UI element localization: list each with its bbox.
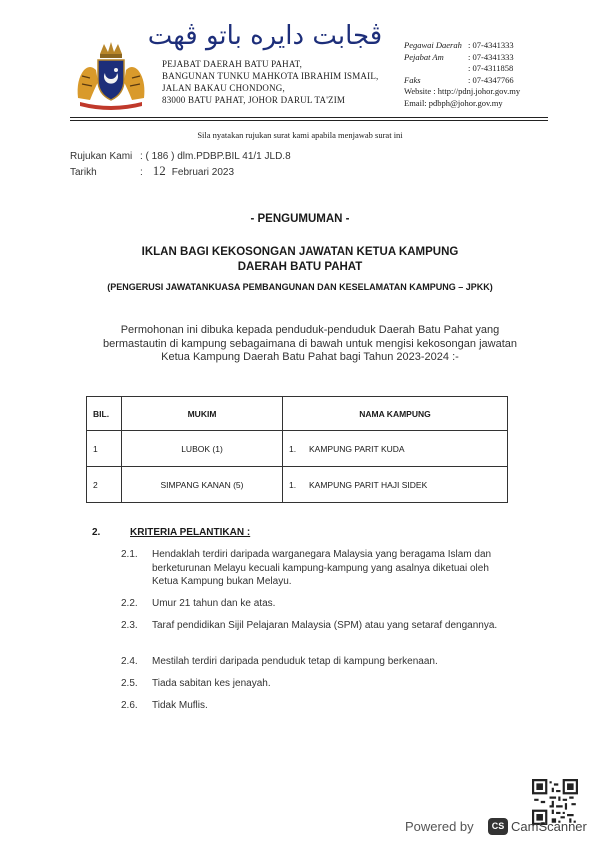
intro-paragraph: Permohonan ini dibuka kepada penduduk-penduduk Daerah Batu Pahat yang bermastautin di kampung sebagaimana di bawah untuk mengisi kekosongan jawatan Ketua Kampung Daerah Batu Pahat bagi Tahun 2023-2024 :- xyxy=(103,324,517,363)
table-header-row xyxy=(87,397,508,431)
table-row xyxy=(87,431,508,467)
reference-notice: Sila nyatakan rujukan surat kami apabila menjawab surat ini xyxy=(197,130,403,140)
cell-bil: 1 xyxy=(87,431,122,467)
criteria-item: 2.5. Tiada sabitan kes jenayah. xyxy=(121,678,271,689)
table-row xyxy=(87,467,508,503)
announcement-subtitle: DAERAH BATU PAHAT xyxy=(237,261,363,273)
section-number: 2. xyxy=(92,527,101,538)
criteria-item: 2.1. Hendaklah terdiri daripada warganegara Malaysia yang beragama Islam dan berketurunan Melayu kecuali kampung-kampung yang asalnya diketuai oleh Ketua Kampung bukan Melayu. xyxy=(121,549,492,587)
vacancy-table xyxy=(86,396,508,503)
cell-kampung: 1. KAMPUNG PARIT HAJI SIDEK xyxy=(283,467,508,503)
criteria-item: 2.2. Umur 21 tahun dan ke atas. xyxy=(121,598,276,609)
date-day: 12 xyxy=(152,163,166,178)
cell-bil: 2 xyxy=(87,467,122,503)
svg-text:ڤجابت دايره باتو ڤهت: ڤجابت دايره باتو ڤهت xyxy=(147,21,383,51)
section-title: KRITERIA PELANTIKAN : xyxy=(130,527,251,538)
criteria-item: 2.4. Mestilah terdiri daripada penduduk tetap di kampung berkenaan. xyxy=(121,656,438,667)
camscanner-brand: CamScanner xyxy=(511,819,587,834)
cell-mukim: LUBOK (1) xyxy=(122,431,283,467)
cell-kampung: 1. KAMPUNG PARIT KUDA xyxy=(283,431,508,467)
col-header-bil: BIL. xyxy=(87,397,122,431)
header-rule xyxy=(70,120,548,121)
announcement-heading: - PENGUMUMAN - xyxy=(250,213,350,225)
powered-by-label: Powered by xyxy=(405,819,474,834)
johor-crest-logo xyxy=(70,40,152,110)
address-line: BANGUNAN TUNKU MAHKOTA IBRAHIM ISMAIL, xyxy=(162,71,379,81)
address-line: 83000 BATU PAHAT, JOHOR DARUL TA'ZIM xyxy=(162,95,346,105)
jawi-title-logo xyxy=(147,10,383,56)
criteria-item: 2.3. Taraf pendidikan Sijil Pelajaran Malaysia (SPM) atau yang setaraf dengannya. xyxy=(121,620,498,631)
announcement-note: (PENGERUSI JAWATANKUASA PEMBANGUNAN DAN KESELAMATAN KAMPUNG – JPKK) xyxy=(107,282,493,292)
col-header-kampung: NAMA KAMPUNG xyxy=(283,397,508,431)
address-line: JALAN BAKAU CHONDONG, xyxy=(162,83,285,93)
office-address xyxy=(162,58,378,106)
announcement-title: IKLAN BAGI KEKOSONGAN JAWATAN KETUA KAMPUNG xyxy=(141,246,459,258)
header-rule xyxy=(70,117,548,118)
contact-details xyxy=(404,40,520,110)
contact-row: Pegawai Daerah : 07-4341333 xyxy=(404,40,514,50)
cell-mukim: SIMPANG KANAN (5) xyxy=(122,467,283,503)
contact-row: Pejabat Am : 07-4341333 xyxy=(404,51,514,62)
contact-row: Faks : 07-4347766 xyxy=(404,74,514,85)
contact-row: : 07-4311858 xyxy=(468,63,514,74)
date-line: Tarikh : 12 Februari 2023 xyxy=(70,163,235,178)
letter-references xyxy=(70,150,291,180)
website-line: Website : http://pdnj.johor.gov.my xyxy=(404,86,521,97)
criteria-item: 2.6. Tidak Muflis. xyxy=(121,700,208,711)
camscanner-logo-icon: CS xyxy=(488,818,508,835)
col-header-mukim: MUKIM xyxy=(122,397,283,431)
reference-line: Rujukan Kami : ( 186 ) dlm.PDBP.BIL 41/1 JLD.8 xyxy=(70,151,291,162)
email-line: Email: pdbph@johor.gov.my xyxy=(404,97,503,108)
address-line: PEJABAT DAERAH BATU PAHAT, xyxy=(162,59,303,69)
